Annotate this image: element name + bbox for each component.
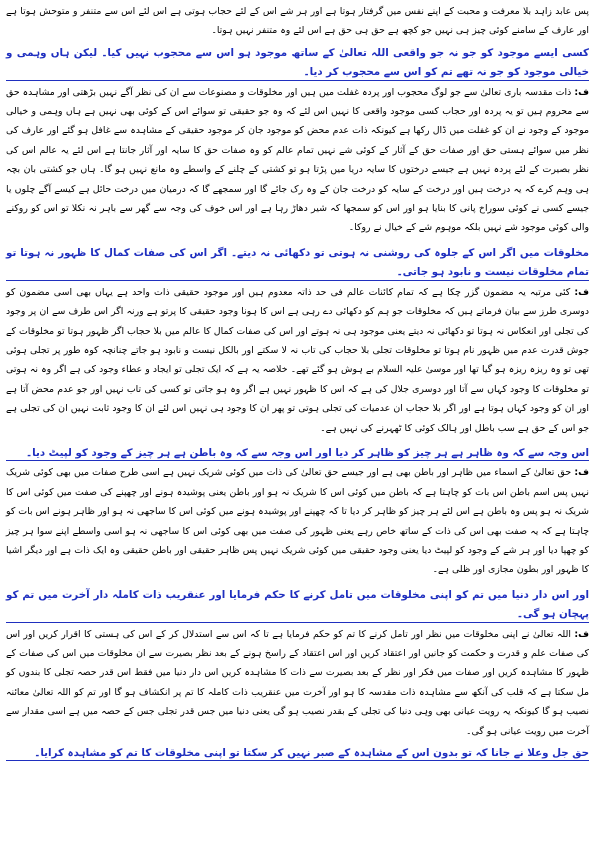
section-2-text: کئی مرتبہ یہ مضمون گزر چکا ہے کہ تمام کائنات عالم فی حد ذاتہ معدوم ہیں اور موجود حقیقی ذات واحد ہے یہاں بھی اسی مضمون کو دوسری طرز سے بیان فرماتے ہیں کہ مخلوقات جو ہم کو دکھائی دے رہی ہے اس کا ہونا وجود حقیقی کا پرتو ہے ورنہ اگر اس طرف سے ان پر وجود کی تجلی اور انعکاس نہ ہوتا تو دکھائی نہ دیتے یعنی موجود ہی نہ ہوتے اور اس کی صفات کمال کا عالم میں بلا حجاب اگر ظہور ہوتا تو مخلوقات کے جوش قدرت عدم میں ظہور نام ہوتا تو مخلوقات تجلی بلا حجاب کی تاب نہ لا سکتے اور بالکل نیست و نابود ہو جاتے چنانچہ کوہ طور پر تجلی ہوئی تھی تو وہ ریزہ ریزہ ہو گیا تھا اور موسیٰ علیہ السلام بے ہوش ہو گئے تھے۔ خلاصہ یہ ہے کہ ایک تجلی تو ایجاد و عطاء وجود کی ہے اگر وہ نہ ہوتی تو مخلوقات کا وجود کہاں سے آتا اور دوسری جلال کی ہے کہ اس کا ظہور نہیں ہے اگر وہ ہو جاتی تو کسی کی تاب نہیں اور جو عدم محض آتا ہے اور ان کو وجود کہاں ہوتا ہے اور اگر بلا حجاب ان عدمیات کی تجلی ہوتی تو پھر ان کا وجود ہی نہیں اس لئے ان کا وجود ثابت نہیں ان کی تجلی ہے جو اس کے حق ہے سب باطل اور ہالک کوئی کا ٹھہرنے کی نہیں ہے۔	[6, 286, 589, 434]
section-2-heading	[6, 244, 589, 281]
section-2-heading-text: مخلوقات میں اگر اس کے جلوہ کی روشنی نہ ہوتی تو دکھائی نہ دیتے۔ اگر اس کی صفات کمال کا ظہور نہ ہوتا تو تمام مخلوقات نیست و نابود ہو جاتی۔	[6, 246, 589, 279]
closing-heading-text: حق جل وعلا نے جانا کہ تو بدون اس کے مشاہدہ کے صبر نہیں کر سکتا تو اپنی مخلوقات کا تم کو مشاہدہ کرایا۔	[34, 747, 589, 760]
section-1-text: ذات مقدسہ باری تعالیٰ سے جو لوگ محجوب اور پردہ غفلت میں ہیں اور مخلوقات و مصنوعات سے ان کی نظر آگے نہیں بڑھتی اور مشاہدہ حق سے محروم ہیں تو یہ پردہ اور حجاب کسی موجود واقعی کا نہیں اس لئے کہ وہ جو حقیقی تو سوائے اس کے کوئی بھی نہیں ہے ہاں وہمی و خیالی موجود کے وجود نے ان کو غفلت میں ڈال رکھا ہے کیونکہ ذات عدم محض کو موجود جان کر موجود حقیقی کے مشاہدہ سے غافل ہو گئے اور عارف کی نظر میں سوائے ہستی حق اور صفات حق کے آثار کے کوئی شے نہیں تمام عالم کو وہ صفات حق کا سایہ اور آثار جانتا ہے اس لئے یہ عالم اس کی نظر بصیرت کے لئے پردہ نہیں ہے جیسے درختوں کا سایہ دریا میں پڑتا ہو تو کشتی کے چلنے کے واسطے وہ مانع نہیں ہو گا۔ ہاں جو کشتی بان بچہ ہی وہم کرے کہ یہ درخت ہیں اور درخت کے سایہ کو درخت جان کے وہ رک جائے گا اور سمجھے گا کہ درمیان میں درخت حائل ہے کیسے آگے چلوں یا جیسے کسی نے کوئی سوراخ پانی کا بنایا ہو اور اس کو سمجھا کہ شیر دھاڑ رہا ہے اور اس خوف کی وجہ سے گھر سے باہر نہ نکلا تو اس کو روکنے والی کوئی موجود شے نہیں بلکہ موہوم شے کے خیال نے روکا۔	[6, 86, 589, 234]
section-3-lead: ف:	[574, 467, 589, 479]
section-4-body	[6, 625, 589, 741]
section-2-lead: ف:	[574, 286, 589, 298]
section-1-heading	[6, 44, 589, 81]
intro-paragraph: پس عابد زاہد بلا معرفت و محبت کے اپنے نفس میں گرفتار ہوتا ہے اور ہر شے اس کے لئے حجاب ہوتی ہے اس لئے اس سے متنفر و متوحش ہوتا ہے اور عارف کے سامنے کوئی چیز ہی نہیں جو کچھ ہے حق ہی حق ہے اس لئے وہ متنفر نہیں ہوتا۔	[6, 6, 589, 37]
section-3-heading	[6, 444, 589, 461]
section-4-lead: ف:	[574, 628, 589, 640]
section-4-heading-underline	[6, 622, 589, 623]
closing-heading	[6, 744, 589, 761]
section-1-heading-text: کسی ایسے موجود کو جو نہ جو واقعی اللہ تعالیٰ کے ساتھ موجود ہو اس سے محجوب نہیں کیا۔ لیکن ہاں وہمی و خیالی موجود کو جو نہ تھے تم کو اس سے محجوب کر دیا۔	[6, 46, 589, 79]
section-1-lead: ف:	[574, 86, 590, 98]
section-1-heading-underline	[6, 80, 589, 81]
section-3-body	[6, 463, 589, 579]
section-2-body	[6, 283, 589, 438]
section-4-text: اللہ تعالیٰ نے اپنی مخلوقات میں نظر اور تامل کرنے کا تم کو حکم فرمایا ہے تا کہ اس سے استدلال کر کے اس کی ہستی کا اقرار کریں اور اس کی صفات علم و قدرت و حکمت کو جانیں اور اعتقاد کریں اور اس اعتقاد کے راسخ ہونے کے بعد نظر بصیرت سے ان مخلوقات میں اس کی صفات کے ظہور کا مشاہدہ کریں اور صفات میں فکر اور نظر کے بعد بصیرت سے ذات کا مشاہدہ کریں اس دار دنیا میں فقط اس قدر حصہ تجلی کا بندوں کو مل سکتا ہے کہ قلب کی آنکھ سے مشاہدہ ذات مقدسہ کا ہو اور آخرت میں عنقریب ذات کاملہ کا تم پر انکشاف ہو گا اور تم کو اللہ تعالیٰ معائنہ نصیب ہو گا کیونکہ یہ رویت عیانی بھی وہی دنیا کی تجلی کے بقدر نصیب ہو گی یعنی دنیا میں جس قدر تجلی جس کے حصہ میں ہے اسی مقدار سے آخرت میں رویت عیانی ہو گی۔	[6, 628, 589, 737]
closing-heading-underline	[6, 760, 589, 761]
section-1-body	[6, 83, 589, 238]
section-4-heading	[6, 586, 589, 623]
section-2-heading-underline	[6, 280, 589, 281]
section-4-heading-text: اور اس دار دنیا میں تم کو اپنی مخلوقات میں تامل کرنے کا حکم فرمایا اور عنقریب ذات کاملہ دار آخرت میں تم کو پہچان ہو گی۔	[6, 588, 589, 621]
section-3-heading-underline	[6, 460, 589, 461]
section-3-text: حق تعالیٰ کے اسماء میں ظاہر اور باطن بھی ہے اور جیسے حق تعالیٰ کی ذات میں کوئی شریک نہیں ہے اسی طرح صفات میں بھی کوئی شریک نہیں پس اسم باطن اس بات کو چاہتا ہے کہ باطن میں کوئی اس کا شریک نہ ہو اور باطن یعنی پوشیدہ ہونے اور چھپنے کی صفت میں کوئی اس کا شریک نہ ہو پس وہ باطن ہے اس لئے ہر چیز کو ظاہر کر دیا تا کہ چھپنے اور پوشیدہ ہونے میں کوئی اس کا ساجھی نہ ہو اور ظاہر ہونے اس بات کو چاہتا ہے کہ یہ صفت بھی اس کی ذات کے ساتھ خاص رہے یعنی ظہور کی صفت میں بھی کوئی اس کا ساجھی نہ ہو اسی واسطے اپنے سوا ہر چیز کو چھپا دیا اور ہر شے کے وجود کو لپیٹ دیا یعنی وجود حقیقی میں کوئی شریک نہیں پس ظاہر حقیقی اور باطن حقیقی وہ ایک ذات ہے اور دیگر اشیا کا ظہور اور بطون مجازی اور ظلی ہے۔	[6, 467, 589, 576]
section-3-heading-text: اس وجہ سے کہ وہ ظاہر ہے ہر چیز کو ظاہر کر دیا اور اس وجہ سے کہ وہ باطن ہے ہر چیز کے وجود کو لپیٹ دیا۔	[26, 446, 589, 459]
